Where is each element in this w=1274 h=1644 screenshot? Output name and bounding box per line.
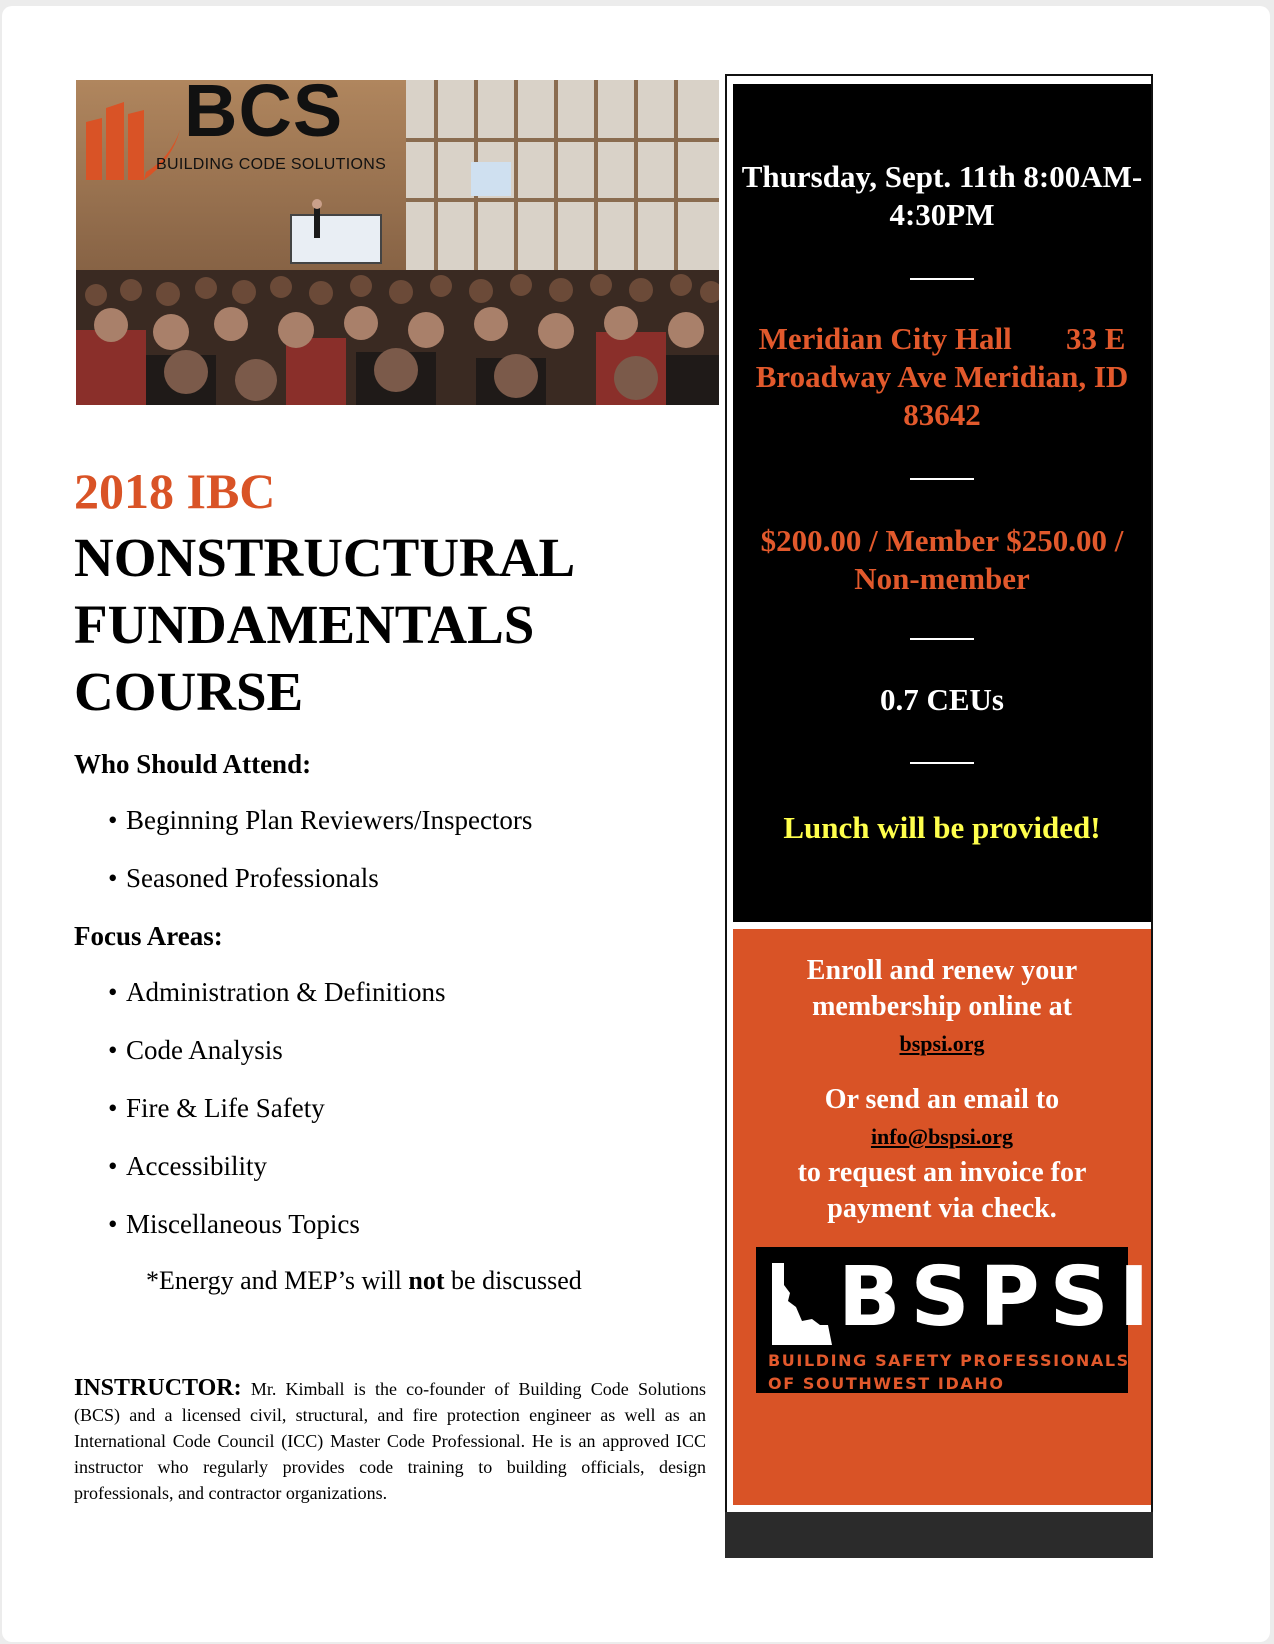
event-price: $200.00 / Member $250.00 / Non-member: [760, 523, 1124, 596]
bcs-logo: [84, 80, 404, 186]
course-title-year: 2018 IBC: [74, 463, 276, 519]
bspsi-site-link[interactable]: bspsi.org: [899, 1031, 985, 1056]
course-title-line-3: COURSE: [74, 661, 304, 722]
event-date: Thursday, Sept. 11th 8:00AM- 4:30PM: [741, 159, 1143, 232]
bspsi-logo-text: BSPSI: [838, 1250, 1160, 1345]
instructor-paragraph: [74, 1375, 706, 1506]
bspsi-logo: [756, 1247, 1160, 1393]
divider: [910, 478, 974, 480]
attend-item: • Beginning Plan Reviewers/Inspectors: [108, 805, 533, 835]
enroll-text: Enroll and renew your membership online at bspsi.org: [806, 955, 1078, 1056]
event-location: Meridian City Hall 33 E Broadway Ave Meridian, ID 83642: [755, 321, 1129, 432]
conference-photo: [76, 80, 719, 405]
instructor-bio: Mr. Kimball is the co-founder of Building Code Solutions (BCS) and a licensed civil, structural, and fire protection engineer as well as an International Code Council (ICC) Master Code Professional. He is an approved ICC instructor who regularly provides code training to building officials, design professionals, and contractor organizations.: [74, 1379, 706, 1503]
email-link[interactable]: info@bspsi.org: [870, 1124, 1014, 1149]
focus-item: • Miscellaneous Topics: [108, 1209, 360, 1239]
focus-item: • Fire & Life Safety: [108, 1093, 325, 1123]
bcs-logo-text: BCS: [184, 80, 344, 152]
focus-item: • Accessibility: [108, 1151, 267, 1181]
focus-item: • Code Analysis: [108, 1035, 283, 1065]
idaho-state-icon: [768, 1263, 832, 1345]
divider: [910, 638, 974, 640]
focus-item: • Administration & Definitions: [108, 977, 446, 1007]
bcs-logo-subtitle: BUILDING CODE SOLUTIONS: [156, 156, 387, 173]
instructor-label: INSTRUCTOR:: [74, 1375, 242, 1401]
sidebar-footer-bar: [725, 1512, 1153, 1558]
divider: [910, 762, 974, 764]
exclusion-note: *Energy and MEP’s will not be discussed: [146, 1266, 582, 1295]
attend-item: • Seasoned Professionals: [108, 863, 379, 893]
event-ceus: 0.7 CEUs: [879, 682, 1004, 717]
attend-heading: Who Should Attend:: [74, 749, 312, 779]
lunch-notice: Lunch will be provided!: [783, 810, 1101, 845]
course-title-line-2: FUNDAMENTALS: [74, 594, 535, 655]
divider: [910, 278, 974, 280]
bspsi-logo-subtitle: BUILDING SAFETY PROFESSIONALS OF SOUTHWEST IDAHO: [768, 1351, 1130, 1393]
course-title-line-1: NONSTRUCTURAL: [74, 527, 576, 588]
email-text: Or send an email to info@bspsi.org to request an invoice for payment via check.: [797, 1084, 1087, 1224]
focus-heading: Focus Areas:: [74, 921, 223, 951]
